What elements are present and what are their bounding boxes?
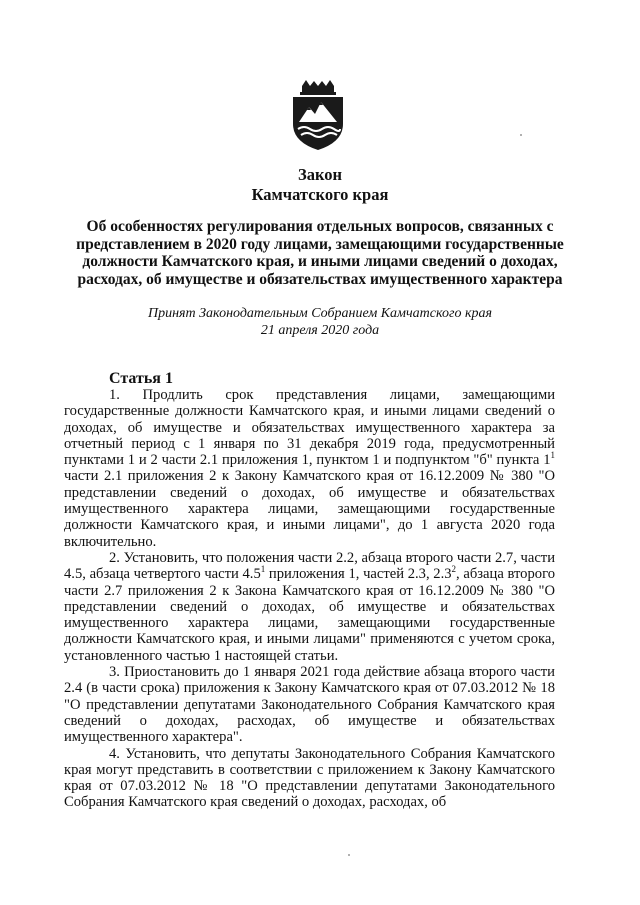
paragraph-3: 3. Приостановить до 1 января 2021 года действие абзаца второго части 2.4 (в части срока) приложения к Закону Камчатского края от 07.03.2012 № 18 "О представлении депутатами Законодательного Собрания Камчатского края сведений о доходах, расходах, об имуществе и обязательствах имущественного характера". <box>64 664 555 746</box>
paragraph-4: 4. Установить, что депутаты Законодательного Собрания Камчатского края могут представить в соответствии с приложением к Закону Камчатского края от 07.03.2012 № 18 "О представлении депутатами Законодательного Собрания Камчатского края сведений о доходах, расходах, об <box>64 745 555 811</box>
law-title-line2: Камчатского края <box>251 185 389 204</box>
paragraph-2: 2. Установить, что положения части 2.2, абзаца второго части 2.7, части 4.5, абзаца четвертого части $4.5^1$ приложения 1, частей 2.3, $2.3^2$, абзаца второго части 2.7 приложения 2 к Закона Камчатского края от 16.12.2009 № 380 "О представлении сведений о доходах, об имуществе и обязательствах имущественного характера лицами, замещающими государственные должности Камчатского края, и иными лицами" применяются с учетом срока, установленного частью 1 настоящей статьи. <box>64 549 555 664</box>
adoption-note <box>0 305 640 339</box>
scan-speck <box>520 134 522 136</box>
law-subject: Об особенностях регулирования отдельных вопросов, связанных с представлением в 2020 году лицами, замещающими государственные должности Камчатского края, и иными лицами сведений о доходах, расходах, об имуществе и обязательствах имущественного характера <box>76 218 564 288</box>
adoption-body: Принят Законодательным Собранием Камчатского края <box>147 306 493 321</box>
article-heading: Статья 1 <box>109 370 173 387</box>
adoption-date: 21 апреля 2020 года <box>260 323 380 338</box>
paragraph-1: 1. Продлить срок представления лицами, замещающими государственные должности Камчатского края, и иными лицами сведений о доходах, об имуществе и обязательствах имущественного характера за отчетный период с 1 января по 31 декабря 2019 года, предусмотренный пунктами 1 и 2 части 2.1 приложения 1, пунктом 1 и подпунктом "б" пункта $1^1$ части 2.1 приложения 2 к Закону Камчатского края от 16.12.2009 № 380 "О представлении сведений о доходах, об имуществе и обязательствах имущественного характера лицами, замещающими государственные должности Камчатского края, и иными лицами", до 1 августа 2020 года включительно. <box>64 387 555 550</box>
kamchatka-coat-of-arms-icon <box>289 80 347 152</box>
scan-speck <box>348 854 350 856</box>
law-title-line1: Закон <box>297 165 342 184</box>
article-body <box>64 387 555 811</box>
